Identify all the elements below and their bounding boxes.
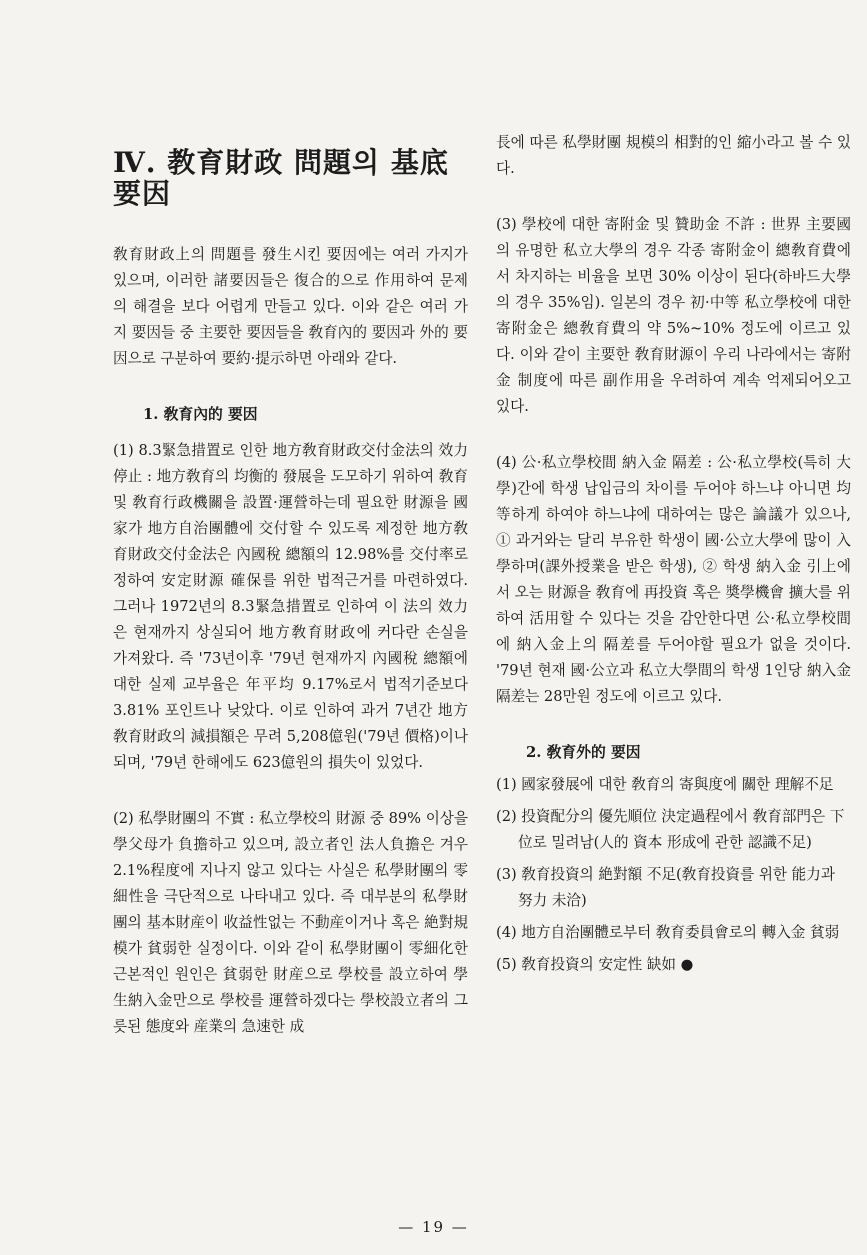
end-mark-icon: ●	[680, 956, 694, 973]
list-item-text: (5) 敎育投資의 安定性 缺如	[496, 956, 677, 973]
list-item-last	[496, 952, 851, 978]
page-number: — 19 —	[398, 1218, 469, 1236]
item-2-paragraph: (2) 私學財團의 不實 : 私立學校의 財源 중 89% 이상을 學父母가 負擔하고 있으며, 設立者인 法人負擔은 겨우 2.1%程度에 지나지 않고 있다는 사실은 私學財團의 零細性을 극단적으로 나타내고 있다. 즉 대부분의 私學財團의 基本財産이 收益性없는 不動産이거나 혹은 絶對規模가 貧弱한 실정이다. 이와 같이 私學財團이 零細化한 근본적인 원인은 貧弱한 財産으로 學校를 設立하여 學生納入金만으로 學校를 運營하겠다는 學校設立者의 그릇된 態度와 産業의 急速한 成	[113, 809, 468, 1035]
item-1-paragraph: (1) 8.3緊急措置로 인한 地方敎育財政交付金法의 效力停止 : 地方敎育의 均衡的 發展을 도모하기 위하여 敎育 및 敎育行政機關을 設置·運營하는데 필요한 財源을 國家가 地方自治團體에 交付할 수 있도록 제정한 地方敎育財政交付金法은 內國稅 總額의 12.98%를 交付率로 정하여 安定財源 確保를 위한 법적근거를 마련하였다. 그러나 1972년의 8.3緊急措置로 인하여 이 法의 效力은 현재까지 상실되어 地方敎育財政에 커다란 손실을 가져왔다. 즉 '73년이후 '79년 현재까지 內國稅 總額에 대한 실제 교부율은 年平均 9.17%로서 법적기준보다 3.81% 포인트나 낮았다. 이로 인하여 과거 7년간 地方敎育財政의 減損額은 무려 5,208億원('79년 價格)이나 되며, '79년 한해에도 623億원의 損失이 있었다.	[113, 441, 468, 771]
left-column	[113, 148, 468, 1040]
list-item: (2) 投資配分의 優先順位 決定過程에서 敎育部門은 下位로 밀려남(人的 資本 形成에 관한 認識不足)	[496, 808, 845, 851]
item-4-paragraph: (4) 公·私立學校間 納入金 隔差 : 公·私立學校(특히 大學)간에 학생 납입금의 차이를 두어야 하느냐 아니면 均等하게 하여야 하느냐에 대하여는 많은 論議가 있으나, ① 과거와는 달리 부유한 학생이 國·公立大學에 많이 入學하며(課外授業을 받은 학생), ② 학생 納入金 引上에서 오는 財源을 敎育에 再投資 혹은 奬學機會 擴大를 위하여 活用할 수 있다는 것을 감안한다면 公·私立學校間에 納入金上의 隔差를 두어야할 필요가 없을 것이다. '79년 현재 國·公立과 私立大學間의 학생 1인당 納入金 隔差는 28만원 정도에 이르고 있다.	[496, 454, 851, 705]
list-item: (4) 地方自治團體로부터 敎育委員會로의 轉入金 貧弱	[496, 924, 840, 941]
item-3-paragraph: (3) 學校에 대한 寄附金 및 贊助金 不許 : 世界 主要國의 유명한 私立大學의 경우 각종 寄附金이 總敎育費에서 차지하는 비율을 보면 30% 이상이 된다(하바드大學의 경우 35%임). 일본의 경우 初·中等 私立學校에 대한 寄附金은 總敎育費의 약 5%~10% 정도에 이르고 있다. 이와 같이 主要한 敎育財源이 우리 나라에서는 寄附金 制度에 따른 副作用을 우려하여 계속 억제되어오고 있다.	[496, 216, 851, 415]
intro-paragraph: 敎育財政上의 問題를 發生시킨 要因에는 여러 가지가 있으며, 이러한 諸要因들은 復合的으로 作用하여 문제의 해결을 보다 어렵게 만들고 있다. 이와 같은 여러 가지 要因들 중 主要한 要因들을 敎育內的 要因과 外的 要因으로 구분하여 要約·提示하면 아래와 같다.	[113, 245, 468, 367]
carry-over-paragraph: 長에 따른 私學財團 規模의 相對的인 縮小라고 볼 수 있다.	[496, 134, 851, 177]
list-item: (3) 敎育投資의 絶對額 不足(敎育投資를 위한 能力과 努力 未洽)	[496, 866, 835, 909]
right-column	[496, 130, 851, 984]
page-title: Ⅳ. 教育財政 問題의 基底要因	[113, 146, 449, 210]
section-heading-external: 2. 敎育外的 要因	[526, 744, 641, 761]
list-item: (1) 國家發展에 대한 敎育의 寄與度에 關한 理解不足	[496, 776, 834, 793]
external-factors-list	[496, 772, 851, 978]
section-heading-internal: 1. 敎育內的 要因	[143, 405, 258, 423]
